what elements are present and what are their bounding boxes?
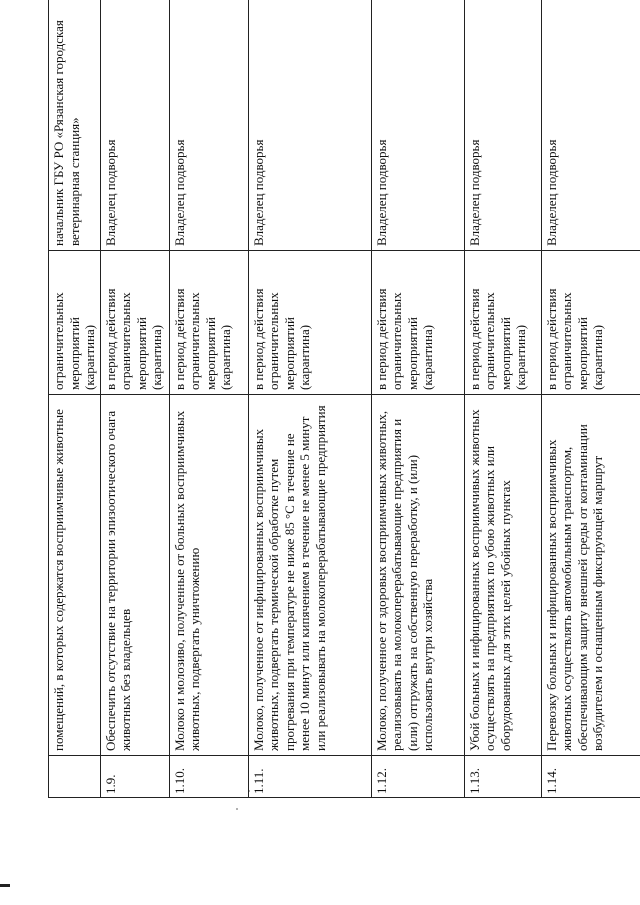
- row-number: 1.11.: [248, 756, 371, 798]
- table-row: [49, 0, 101, 798]
- measure-cell: Убой больных и инфицированных восприимчивых животных осуществлять на предприятиях по убою животных или оборудованных для этих целей убойных пунктах: [464, 395, 541, 756]
- row-number: 1.14.: [541, 756, 640, 798]
- measure-cell: Молоко, полученное от инфицированных восприимчивых животных, подвергать термической обработке путем прогревания при температуре не ниже 85 °С в течение не менее 10 минут или кипячением в течение не менее 5 минут или реализовывать на молокоперерабатывающие предприятия: [248, 395, 371, 756]
- period-cell: в период действия ограничительных мероприятий (карантина): [371, 251, 464, 395]
- responsible-cell: Владелец подворья: [100, 0, 169, 251]
- measure-cell: Молоко и молозиво, полученные от больных восприимчивых животных, подвергать уничтожению: [169, 395, 248, 756]
- table-row: [169, 0, 248, 798]
- period-cell: в период действия ограничительных мероприятий (карантина): [169, 251, 248, 395]
- period-cell: ограничительных мероприятий (карантина): [49, 251, 101, 395]
- period-cell: в период действия ограничительных мероприятий (карантина): [248, 251, 371, 395]
- table-row: [464, 0, 541, 798]
- measure-cell: Молоко, полученное от здоровых восприимчивых животных, реализовывать на молокоперерабатывающие предприятия и (или) отгружать на собственную переработку, и (или) использовать внутри хозяйства: [371, 395, 464, 756]
- row-number: [49, 756, 101, 798]
- responsible-cell: Владелец подворья: [371, 0, 464, 251]
- measure-cell: Обеспечить отсутствие на территории эпизоотического очага животных без владельцев: [100, 395, 169, 756]
- responsible-cell: Владелец подворья: [169, 0, 248, 251]
- table-row: [248, 0, 371, 798]
- table-row: [541, 0, 640, 798]
- row-number: 1.13.: [464, 756, 541, 798]
- period-cell: в период действия ограничительных мероприятий (карантина): [541, 251, 640, 395]
- period-cell: в период действия ограничительных мероприятий (карантина): [464, 251, 541, 395]
- row-number: 1.10.: [169, 756, 248, 798]
- measures-table: [48, 0, 640, 798]
- responsible-cell: Владелец подворья: [248, 0, 371, 251]
- measure-cell: Перевозку больных и инфицированных восприимчивых животных осуществлять автомобильным транспортом, обеспечивающим защиту внешней среды от контаминации возбудителем и оснащенным фиксирующей маршрут: [541, 395, 640, 756]
- responsible-cell: Владелец подворья: [541, 0, 640, 251]
- table-row: [371, 0, 464, 798]
- period-cell: в период действия ограничительных мероприятий (карантина): [100, 251, 169, 395]
- table-row: [100, 0, 169, 798]
- measure-cell: помещений, в которых содержатся восприимчивые животные: [49, 395, 101, 756]
- row-number: 1.12.: [371, 756, 464, 798]
- responsible-cell: Владелец подворья: [464, 0, 541, 251]
- row-number: 1.9.: [100, 756, 169, 798]
- responsible-cell: начальник ГБУ РО «Рязанская городская ветеринарная станция»: [49, 0, 101, 251]
